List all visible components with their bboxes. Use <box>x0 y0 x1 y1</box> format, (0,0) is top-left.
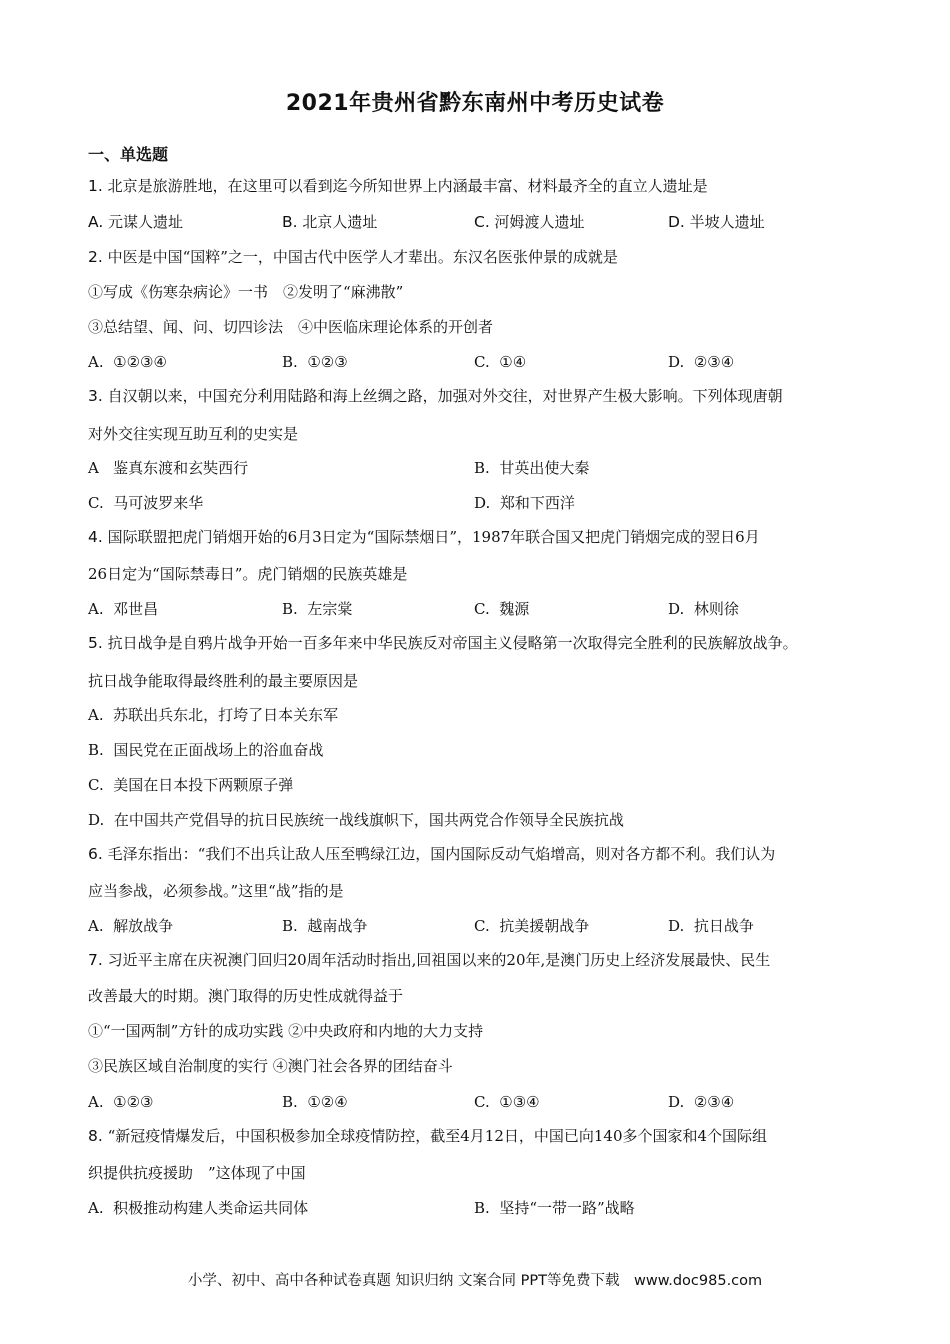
q8-option-a: A. 积极推动构建人类命运共同体 <box>88 1199 309 1217</box>
q3-option-d: D. 郑和下西洋 <box>474 494 575 512</box>
q2-option-d: D. ②③④ <box>668 353 735 371</box>
question-text: 国际联盟把虎门销烟开始的6月3日定为“国际禁烟日”，1987年联合国又把虎门销烟完成的翌日6月 <box>107 528 760 546</box>
question-text: 抗日战争是自鸦片战争开始一百多年来中华民族反对帝国主义侵略第一次取得完全胜利的民族解放战争。 <box>107 634 798 652</box>
q7-option-b: B. ①②④ <box>282 1093 348 1111</box>
q3-option-c: C. 马可波罗来华 <box>88 494 204 512</box>
q4-option-a: A. 邓世昌 <box>88 600 159 618</box>
q3-text-line-2: 对外交往实现互助互利的史实是 <box>88 425 299 443</box>
q4-option-c: C. 魏源 <box>474 600 530 618</box>
question-number: 7. <box>88 951 103 969</box>
question-5 <box>88 633 798 653</box>
question-text: 北京是旅游胜地，在这里可以看到迄今所知世界上内涵最丰富、材料最齐全的直立人遗址是 <box>107 177 708 195</box>
q6-option-b: B. 越南战争 <box>282 917 368 935</box>
question-1 <box>88 176 708 196</box>
question-number: 8. <box>88 1127 103 1145</box>
question-3 <box>88 386 783 406</box>
question-number: 6. <box>88 845 103 863</box>
question-text: “新冠疫情爆发后，中国积极参加全球疫情防控，截至4月12日，中国已向140多个国家和4个国际组 <box>107 1127 768 1145</box>
question-number: 4. <box>88 528 103 546</box>
q8-option-b: B. 坚持“一带一路”战略 <box>474 1199 635 1217</box>
question-text: 毛泽东指出：“我们不出兵让敌人压至鸭绿江边，国内国际反动气焰增高，则对各方都不利。我们认为 <box>107 845 776 863</box>
q2-option-b: B. ①②③ <box>282 353 348 371</box>
q5-option-a: A. 苏联出兵东北，打垮了日本关东军 <box>88 706 339 724</box>
q8-text-line-2: 织提供抗疫援助 ”这体现了中国 <box>88 1164 306 1182</box>
question-8 <box>88 1126 767 1146</box>
q4-text-line-2: 26日定为“国际禁毒日”。虎门销烟的民族英雄是 <box>88 565 408 583</box>
q4-option-b: B. 左宗棠 <box>282 600 353 618</box>
q3-option-a: A 鉴真东渡和玄奘西行 <box>88 459 249 477</box>
q5-option-b: B. 国民党在正面战场上的浴血奋战 <box>88 741 324 759</box>
q1-option-d: D. 半坡人遗址 <box>668 213 765 231</box>
q5-option-c: C. 美国在日本投下两颗原子弹 <box>88 776 294 794</box>
question-text: 自汉朝以来，中国充分利用陆路和海上丝绸之路，加强对外交往，对世界产生极大影响。下列体现唐朝 <box>107 387 783 405</box>
question-6 <box>88 844 775 864</box>
q2-items-line-1: ①写成《伤寒杂病论》一书 ②发明了“麻沸散” <box>88 283 404 301</box>
q7-items-line-1: ①“一国两制”方针的成功实践 ②中央政府和内地的大力支持 <box>88 1022 484 1040</box>
q2-option-c: C. ①④ <box>474 353 527 371</box>
q1-option-b: B. 北京人遗址 <box>282 213 378 231</box>
question-text: 中医是中国“国粹”之一，中国古代中医学人才辈出。东汉名医张仲景的成就是 <box>107 248 618 266</box>
q7-option-c: C. ①③④ <box>474 1093 540 1111</box>
footer-note: 小学、初中、高中各种试卷真题 知识归纳 文案合同 PPT等免费下载 www.doc985.com <box>187 1273 763 1289</box>
question-4 <box>88 527 760 547</box>
q7-option-a: A. ①②③ <box>88 1093 154 1111</box>
q6-option-c: C. 抗美援朝战争 <box>474 917 590 935</box>
q1-option-c: C. 河姆渡人遗址 <box>474 213 585 231</box>
question-text: 习近平主席在庆祝澳门回归20周年活动时指出,回祖国以来的20年,是澳门历史上经济发展最快、民生 <box>107 951 771 969</box>
q5-option-d: D. 在中国共产党倡导的抗日民族统一战线旗帜下，国共两党合作领导全民族抗战 <box>88 811 624 829</box>
q3-option-b: B. 甘英出使大秦 <box>474 459 590 477</box>
q2-option-a: A. ①②③④ <box>88 353 167 371</box>
q6-option-d: D. 抗日战争 <box>668 917 754 935</box>
question-7 <box>88 950 770 970</box>
question-number: 3. <box>88 387 103 405</box>
q4-option-d: D. 林则徐 <box>668 600 739 618</box>
q7-option-d: D. ②③④ <box>668 1093 735 1111</box>
q5-text-line-2: 抗日战争能取得最终胜利的最主要原因是 <box>88 672 359 690</box>
section-heading: 一、单选题 <box>88 145 169 164</box>
question-number: 2. <box>88 248 103 266</box>
question-number: 5. <box>88 634 103 652</box>
q2-items-line-2: ③总结望、闻、问、切四诊法 ④中医临床理论体系的开创者 <box>88 318 494 336</box>
q7-text-line-2: 改善最大的时期。澳门取得的历史性成就得益于 <box>88 987 404 1005</box>
question-number: 1. <box>88 177 103 195</box>
question-2 <box>88 247 618 267</box>
page-title: 2021年贵州省黔东南州中考历史试卷 <box>285 91 665 116</box>
q1-option-a: A. 元谋人遗址 <box>88 213 184 231</box>
q6-text-line-2: 应当参战，必须参战。”这里“战”指的是 <box>88 882 344 900</box>
q6-option-a: A. 解放战争 <box>88 917 174 935</box>
q7-items-line-2: ③民族区域自治制度的实行 ④澳门社会各界的团结奋斗 <box>88 1057 453 1075</box>
